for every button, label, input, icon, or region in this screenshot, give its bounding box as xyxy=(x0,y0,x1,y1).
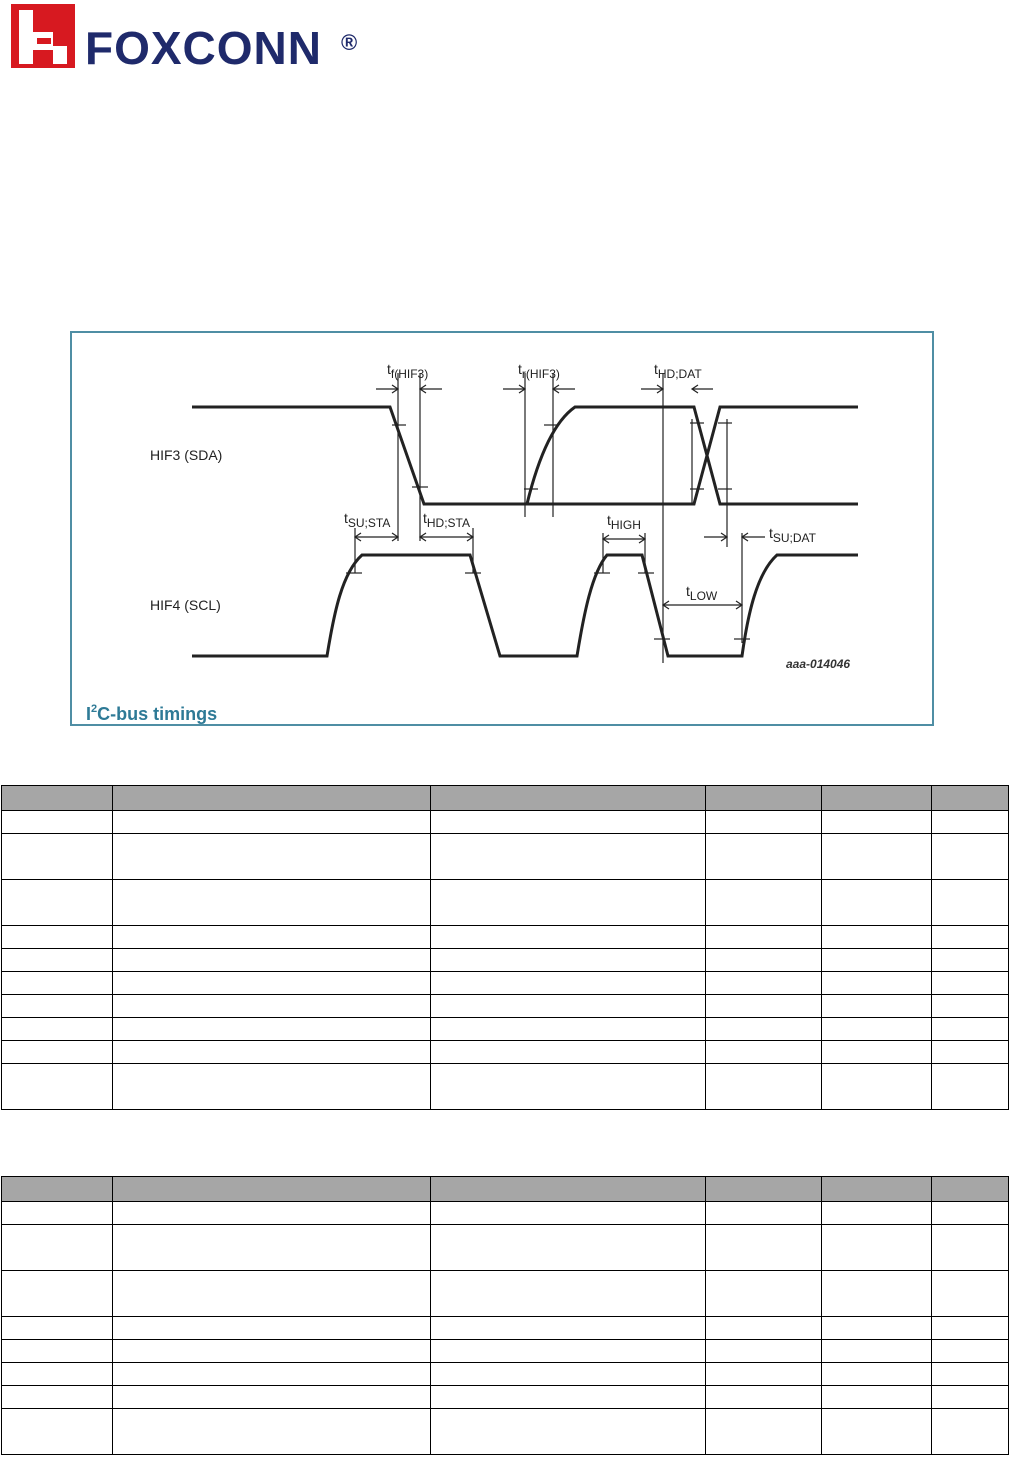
header-cell xyxy=(706,786,822,811)
timing-diagram xyxy=(72,333,936,728)
table-row xyxy=(2,972,1009,995)
label-thd-dat: tHD;DAT xyxy=(654,361,702,381)
timing-table-1 xyxy=(1,785,1009,1110)
figure-id: aaa-014046 xyxy=(786,657,851,671)
header-cell xyxy=(113,1177,431,1202)
label-tr: tr(HIF3) xyxy=(518,361,560,381)
table-row xyxy=(2,1271,1009,1317)
logo-text: FOXCONN xyxy=(85,22,322,72)
table-row xyxy=(2,995,1009,1018)
table-row xyxy=(2,1018,1009,1041)
table-row xyxy=(2,1363,1009,1386)
table-row xyxy=(2,1317,1009,1340)
header-cell xyxy=(113,786,431,811)
i2c-timing-figure xyxy=(70,331,934,726)
label-tf: tf(HIF3) xyxy=(387,361,429,381)
table-row xyxy=(2,1409,1009,1455)
reference-lines xyxy=(355,373,742,663)
table-row xyxy=(2,1340,1009,1363)
label-tsu-sta: tSU;STA xyxy=(344,510,391,530)
table-row xyxy=(2,834,1009,880)
dimension-arrows xyxy=(355,385,765,609)
header-cell xyxy=(706,1177,822,1202)
table-header-row xyxy=(2,786,1009,811)
foxconn-logo xyxy=(11,4,371,72)
header-cell xyxy=(932,786,1009,811)
timing-table-2 xyxy=(1,1176,1009,1455)
table-row xyxy=(2,926,1009,949)
figure-caption: $I^2C$-bus timings xyxy=(86,703,218,724)
table-row xyxy=(2,949,1009,972)
header-cell xyxy=(2,1177,113,1202)
header-cell xyxy=(431,786,706,811)
table-row xyxy=(2,811,1009,834)
table-row xyxy=(2,880,1009,926)
table-row xyxy=(2,1386,1009,1409)
scl-waveform xyxy=(192,555,858,656)
label-thigh: tHIGH xyxy=(607,512,641,532)
signal-label-scl: HIF4 (SCL) xyxy=(150,597,221,613)
header-cell xyxy=(932,1177,1009,1202)
table-row xyxy=(2,1041,1009,1064)
header-cell xyxy=(431,1177,706,1202)
label-thd-sta: tHD;STA xyxy=(423,510,471,530)
registered-mark: ® xyxy=(341,30,358,55)
label-tlow: tLOW xyxy=(686,583,718,603)
header-cell xyxy=(822,1177,932,1202)
label-tsu-dat: tSU;DAT xyxy=(769,525,817,545)
signal-label-sda: HIF3 (SDA) xyxy=(150,447,223,463)
header-cell xyxy=(822,786,932,811)
table-header-row xyxy=(2,1177,1009,1202)
header-cell xyxy=(2,786,113,811)
table-row xyxy=(2,1064,1009,1110)
table-row xyxy=(2,1202,1009,1225)
table-row xyxy=(2,1225,1009,1271)
